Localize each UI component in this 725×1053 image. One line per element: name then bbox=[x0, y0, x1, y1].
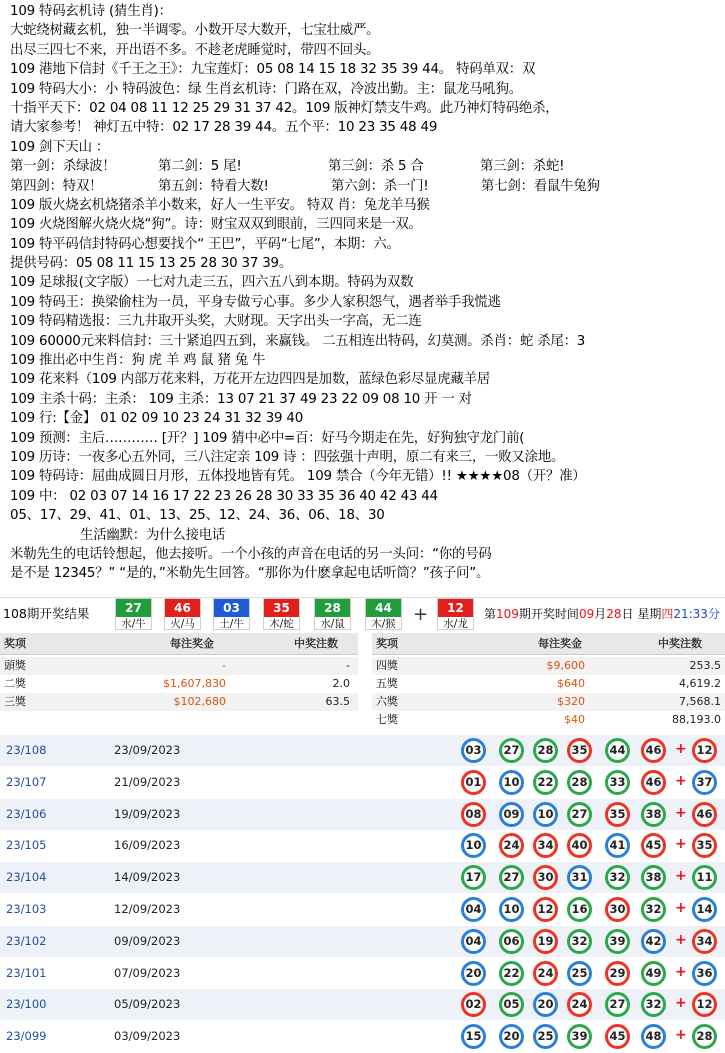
draw-ball-number: 44 bbox=[366, 599, 401, 617]
prize-count: 4,619.2 bbox=[679, 677, 721, 690]
history-date: 14/09/2023 bbox=[114, 870, 181, 885]
history-ball: 27 bbox=[567, 802, 592, 827]
draw-ball-number: 27 bbox=[116, 599, 151, 617]
plus-sign: + bbox=[413, 604, 429, 625]
history-ball: 01 bbox=[461, 770, 486, 795]
history-ball: 20 bbox=[499, 1024, 524, 1049]
next-weekday: 四 bbox=[661, 607, 674, 621]
history-plus: + bbox=[675, 995, 687, 1012]
prize-name: 六獎 bbox=[376, 695, 398, 708]
doc-line: 109 特码玄机诗 (猜生肖)： bbox=[10, 4, 172, 19]
doc-line: 109 足球报(文字版）一七对九走三五，四六五八到本期。特码为双数 bbox=[10, 275, 414, 291]
history-ball: 35 bbox=[605, 802, 630, 827]
history-ball: 16 bbox=[567, 897, 592, 922]
history-ball: 30 bbox=[605, 897, 630, 922]
doc-line: 十指平天下：02 04 08 11 12 25 29 31 37 42。109 版神灯禁支牛鸡。此乃神灯特码绝杀， bbox=[10, 100, 559, 116]
draw-ball-cell bbox=[263, 598, 300, 630]
prize-count: 63.5 bbox=[325, 695, 350, 708]
prize-row bbox=[372, 675, 725, 693]
history-row bbox=[0, 894, 725, 925]
draw-history-list bbox=[0, 735, 725, 1053]
history-ball: 19 bbox=[533, 929, 558, 954]
prize-count: 253.5 bbox=[689, 659, 721, 672]
draw-ball-cell bbox=[213, 598, 250, 630]
draw-ball-zodiac: 木/蛇 bbox=[269, 618, 294, 630]
history-ball: 10 bbox=[533, 802, 558, 827]
history-ball: 04 bbox=[461, 897, 486, 922]
next-month: 09 bbox=[578, 607, 595, 621]
prize-col-money: 每注奖金 bbox=[538, 637, 582, 650]
history-issue[interactable]: 23/100 bbox=[6, 997, 47, 1012]
history-issue[interactable]: 23/106 bbox=[6, 806, 47, 821]
history-plus: + bbox=[675, 772, 687, 789]
history-row bbox=[0, 1021, 725, 1052]
prize-count: 2.0 bbox=[332, 677, 350, 690]
history-ball: 27 bbox=[499, 865, 524, 890]
prize-money: $40 bbox=[564, 713, 585, 726]
history-ball: 29 bbox=[605, 961, 630, 986]
joke-title: 生活幽默：为什么接电话 bbox=[80, 527, 226, 543]
history-ball: 20 bbox=[533, 992, 558, 1017]
history-ball: 22 bbox=[499, 961, 524, 986]
history-special-ball: 36 bbox=[692, 961, 717, 986]
joke-line: 米勒先生的电话铃想起，他去接听。一个小孩的声音在电话的另一头问：“你的号码 bbox=[10, 546, 492, 562]
history-ball: 31 bbox=[567, 865, 592, 890]
history-ball: 40 bbox=[567, 833, 592, 858]
prize-count: - bbox=[346, 659, 350, 672]
doc-line: 109 中： 02 03 07 14 16 17 22 23 26 28 30 33 35 36 40 42 43 44 bbox=[10, 488, 438, 504]
history-ball: 24 bbox=[533, 961, 558, 986]
doc-line: 出尽三四七不来，开出语不多。不趁老虎睡觉时，带四不回头。 bbox=[10, 42, 380, 58]
history-ball: 32 bbox=[641, 897, 666, 922]
draw-result-title: 108期开奖结果 bbox=[3, 606, 90, 621]
next-day-label: 日 星期 bbox=[621, 607, 662, 621]
prize-row bbox=[372, 657, 725, 675]
sword-tip: 第五剑：特看大数! bbox=[158, 178, 269, 194]
prize-row bbox=[0, 675, 358, 693]
prize-name: 三獎 bbox=[4, 695, 26, 708]
prize-name: 七獎 bbox=[376, 713, 398, 726]
prize-money: $9,600 bbox=[546, 659, 585, 672]
prize-col-count: 中奖注数 bbox=[294, 637, 338, 650]
history-issue[interactable]: 23/102 bbox=[6, 933, 47, 948]
history-ball: 42 bbox=[641, 929, 666, 954]
doc-line: 109 特平码信封特码心想要找个“ 王巴”，平码“七尾”，本期：六。 bbox=[10, 236, 400, 252]
history-special-ball: 34 bbox=[692, 929, 717, 954]
sword-tip: 第二剑：5 尾! bbox=[158, 159, 242, 175]
history-ball: 48 bbox=[641, 1024, 666, 1049]
sword-tip: 第三剑：杀蛇! bbox=[480, 159, 565, 175]
history-plus: + bbox=[675, 1027, 687, 1044]
history-plus: + bbox=[675, 836, 687, 853]
prize-money: $102,680 bbox=[173, 695, 226, 708]
history-ball: 25 bbox=[533, 1024, 558, 1049]
history-issue[interactable]: 23/105 bbox=[6, 838, 47, 853]
doc-line: 请大家参考！ 神灯五中特：02 17 28 39 44。五个平：10 23 35 48 49 bbox=[10, 120, 438, 136]
next-day: 28 bbox=[606, 607, 622, 621]
prize-money: $320 bbox=[557, 695, 585, 708]
draw-ball-cell bbox=[437, 598, 474, 630]
history-plus: + bbox=[675, 931, 687, 948]
next-month-label: 月 bbox=[594, 607, 607, 621]
history-ball: 27 bbox=[605, 992, 630, 1017]
history-ball: 06 bbox=[499, 929, 524, 954]
draw-ball-number: 46 bbox=[165, 599, 200, 617]
history-ball: 28 bbox=[533, 738, 558, 763]
history-ball: 04 bbox=[461, 929, 486, 954]
history-ball: 38 bbox=[641, 802, 666, 827]
doc-line: 109 特码大小：小 特码波色：绿 生肖玄机诗：门路在双，冷波出勤。主：鼠龙马吼狗。 bbox=[10, 81, 522, 97]
next-issue: 109 bbox=[496, 607, 519, 621]
history-ball: 46 bbox=[641, 738, 666, 763]
history-ball: 10 bbox=[499, 897, 524, 922]
draw-ball-cell bbox=[164, 598, 201, 630]
sword-row-1 bbox=[10, 157, 725, 176]
doc-line: 109 60000元来料信封：三十紧追四五到，来赢钱。 二五相连出特码，幻莫测。杀肖：蛇 杀尾：3 bbox=[10, 333, 586, 349]
history-ball: 28 bbox=[567, 770, 592, 795]
draw-ball-number: 28 bbox=[315, 599, 350, 617]
prize-col-item: 奖项 bbox=[4, 637, 26, 650]
prize-col-count: 中奖注数 bbox=[658, 637, 702, 650]
history-ball: 45 bbox=[641, 833, 666, 858]
doc-line: 109 特码精选报：三九井取开头奖，大财现。天字出头一字高，无二连 bbox=[10, 314, 422, 330]
prize-row bbox=[0, 657, 358, 675]
draw-ball-cell bbox=[365, 598, 402, 630]
doc-line: 109 推出必中生肖：狗 虎 羊 鸡 鼠 猪 兔 牛 bbox=[10, 353, 266, 369]
history-ball: 22 bbox=[533, 770, 558, 795]
next-mid: 期开奖时间 bbox=[518, 607, 579, 621]
draw-result-bar bbox=[0, 597, 725, 631]
draw-ball-number: 35 bbox=[264, 599, 299, 617]
prize-row bbox=[372, 711, 725, 729]
draw-ball-zodiac: 水/龙 bbox=[443, 618, 468, 630]
next-time: 21:33分 bbox=[673, 607, 720, 621]
doc-line: 05、17、29、41、01、13、25、12、24、36、06、18、30 bbox=[10, 508, 385, 524]
history-plus: + bbox=[675, 900, 687, 916]
history-date: 07/09/2023 bbox=[114, 965, 181, 980]
history-special-ball: 46 bbox=[692, 802, 717, 827]
prize-table bbox=[0, 633, 725, 733]
prize-money: $1,607,830 bbox=[163, 677, 226, 690]
prize-count: 7,568.1 bbox=[679, 695, 721, 708]
history-ball: 34 bbox=[533, 833, 558, 858]
history-special-ball: 12 bbox=[692, 992, 717, 1017]
history-ball: 39 bbox=[605, 929, 630, 954]
draw-ball-number: 03 bbox=[214, 599, 249, 617]
history-ball: 12 bbox=[533, 897, 558, 922]
draw-ball-zodiac: 土/牛 bbox=[219, 618, 244, 630]
history-plus: + bbox=[675, 963, 687, 980]
draw-ball-zodiac: 木/猴 bbox=[371, 618, 396, 630]
history-ball: 05 bbox=[499, 992, 524, 1017]
doc-line: 109 特码诗：屈曲成圆日月形，五体投地皆有凭。 109 禁合（今年无错）!! ★★★★08（开？准） bbox=[10, 469, 586, 485]
history-ball: 24 bbox=[499, 833, 524, 858]
history-row bbox=[0, 799, 725, 830]
prize-header-right bbox=[372, 633, 725, 655]
history-date: 03/09/2023 bbox=[114, 1029, 181, 1044]
sword-tip: 第七剑：看鼠牛兔狗 bbox=[481, 178, 600, 194]
history-row bbox=[0, 830, 725, 861]
history-ball: 44 bbox=[605, 738, 630, 763]
history-ball: 38 bbox=[641, 865, 666, 890]
history-date: 12/09/2023 bbox=[114, 902, 181, 916]
next-draw-info bbox=[484, 605, 720, 622]
history-plus: + bbox=[675, 868, 687, 885]
history-issue[interactable]: 23/103 bbox=[6, 902, 47, 916]
history-ball: 46 bbox=[641, 770, 666, 795]
sword-tip: 第四剑：特双！ bbox=[10, 178, 103, 194]
history-date: 21/09/2023 bbox=[114, 774, 181, 789]
prize-col-money: 每注奖金 bbox=[170, 637, 214, 650]
history-ball: 49 bbox=[641, 961, 666, 986]
history-date: 16/09/2023 bbox=[114, 838, 181, 853]
draw-ball-zodiac: 水/牛 bbox=[121, 618, 146, 630]
doc-line: 109 特码王：换梁偷柱为一员，平身专做亏心事。多少人家积怨气，遇者举手我慌逃 bbox=[10, 294, 501, 310]
doc-line: 109 历诗：一夜多心五外同，三八注定亲 109 诗 ：四弦强十声明，原二有来三，一败又涂地。 bbox=[10, 449, 565, 465]
history-plus: + bbox=[675, 741, 687, 757]
history-ball: 32 bbox=[641, 992, 666, 1017]
doc-line: 提供号码：05 08 11 15 13 25 28 30 37 39。 bbox=[10, 256, 293, 272]
history-ball: 33 bbox=[605, 770, 630, 795]
history-ball: 41 bbox=[605, 833, 630, 858]
history-date: 05/09/2023 bbox=[114, 997, 181, 1012]
history-ball: 10 bbox=[499, 770, 524, 795]
history-ball: 32 bbox=[605, 865, 630, 890]
sword-tip: 第三剑：杀 5 合 bbox=[328, 159, 424, 175]
history-special-ball: 11 bbox=[692, 865, 717, 890]
prize-col-item: 奖项 bbox=[376, 637, 398, 650]
history-special-ball: 28 bbox=[692, 1024, 717, 1049]
prize-header-left bbox=[0, 633, 358, 655]
history-row bbox=[0, 989, 725, 1020]
history-special-ball: 37 bbox=[692, 770, 717, 795]
history-ball: 02 bbox=[461, 992, 486, 1017]
draw-ball-zodiac: 水/鼠 bbox=[320, 618, 345, 630]
doc-line: 109 花来料（109 内部万花来料，万花开左边四四是加数，蓝绿色彩尽显虎藏羊居 bbox=[10, 372, 491, 388]
history-ball: 27 bbox=[499, 738, 524, 763]
doc-line: 109 主杀十码：主杀： 109 主杀：13 07 21 37 49 23 22 09 08 10 开 一 对 bbox=[10, 391, 472, 407]
prize-name: 二獎 bbox=[4, 677, 26, 690]
history-issue[interactable]: 23/101 bbox=[6, 965, 47, 980]
doc-line: 109 版火烧玄机烧猪杀羊小数来，好人一生平安。 特双 肖：兔龙羊马猴 bbox=[10, 197, 430, 213]
doc-line: 109 火烧图解火烧火烧“狗”。诗：财宝双双到眼前，三四同来是一双。 bbox=[10, 217, 422, 233]
draw-ball-zodiac: 火/马 bbox=[170, 618, 195, 630]
doc-line: 109 剑下天山 ： bbox=[10, 139, 110, 155]
history-ball: 35 bbox=[567, 738, 592, 763]
prize-name: 五獎 bbox=[376, 677, 398, 690]
history-date: 09/09/2023 bbox=[114, 933, 181, 948]
history-ball: 09 bbox=[499, 802, 524, 827]
history-row bbox=[0, 862, 725, 893]
history-special-ball: 35 bbox=[692, 833, 717, 858]
history-ball: 08 bbox=[461, 802, 486, 827]
prize-money: - bbox=[222, 659, 226, 672]
doc-line: 109 预测：主后………… [开？] 109 猜中必中=百：好马今期走在先，好狗独守龙门前( bbox=[10, 430, 525, 446]
history-issue[interactable]: 23/108 bbox=[6, 743, 47, 757]
history-row bbox=[0, 926, 725, 957]
history-special-ball: 12 bbox=[692, 738, 717, 763]
doc-line: 大蛇绕树藏玄机，独一半调零。小数开尽大数开，七宝壮威严。 bbox=[10, 23, 380, 39]
history-ball: 24 bbox=[567, 992, 592, 1017]
history-ball: 10 bbox=[461, 833, 486, 858]
history-ball: 15 bbox=[461, 1024, 486, 1049]
sword-row-2 bbox=[10, 177, 725, 196]
prize-name: 四獎 bbox=[376, 659, 398, 672]
joke-line: 是不是 12345？” “是的，”米勒先生回答。“那你为什麽拿起电话听筒？”孩子问”。 bbox=[10, 566, 490, 582]
sword-tip: 第六剑：杀一门! bbox=[331, 178, 429, 194]
history-issue[interactable]: 23/104 bbox=[6, 870, 47, 885]
prize-row bbox=[0, 693, 358, 711]
prize-count: 88,193.0 bbox=[672, 713, 721, 726]
history-row bbox=[0, 767, 725, 798]
history-ball: 32 bbox=[567, 929, 592, 954]
sword-tip: 第一剑：杀绿波！ bbox=[10, 159, 116, 175]
prize-row bbox=[372, 693, 725, 711]
history-ball: 45 bbox=[605, 1024, 630, 1049]
draw-ball-cell bbox=[115, 598, 152, 630]
history-ball: 03 bbox=[461, 738, 486, 763]
history-issue[interactable]: 23/099 bbox=[6, 1029, 47, 1044]
history-plus: + bbox=[675, 804, 687, 821]
history-ball: 39 bbox=[567, 1024, 592, 1049]
prize-name: 頭獎 bbox=[4, 659, 26, 672]
history-issue[interactable]: 23/107 bbox=[6, 774, 47, 789]
doc-line: 109 行:【金】 01 02 09 10 23 24 31 32 39 40 bbox=[10, 411, 304, 427]
doc-line: 109 港地下信封《千王之王》：九宝莲灯：05 08 14 15 18 32 35 39 44。 特码单双：双 bbox=[10, 62, 536, 78]
history-date: 23/09/2023 bbox=[114, 743, 181, 757]
history-date: 19/09/2023 bbox=[114, 806, 181, 821]
history-row bbox=[0, 958, 725, 989]
draw-ball-cell bbox=[314, 598, 351, 630]
history-ball: 25 bbox=[567, 961, 592, 986]
history-ball: 20 bbox=[461, 961, 486, 986]
draw-ball-number: 12 bbox=[438, 599, 473, 617]
history-row bbox=[0, 735, 725, 766]
history-ball: 30 bbox=[533, 865, 558, 890]
history-ball: 17 bbox=[461, 865, 486, 890]
prize-money: $640 bbox=[557, 677, 585, 690]
next-prefix: 第 bbox=[484, 607, 497, 621]
history-special-ball: 14 bbox=[692, 897, 717, 922]
